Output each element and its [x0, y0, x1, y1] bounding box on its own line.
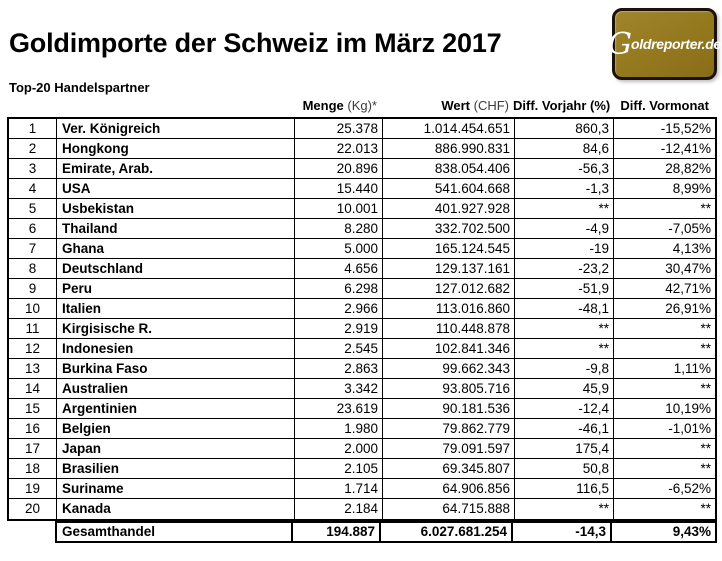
diff-vorjahr-cell: 860,3	[515, 119, 614, 138]
wert-cell: 332.702.500	[383, 219, 515, 238]
rank-column-header	[7, 98, 55, 113]
logo-text: oldreporter.de	[631, 36, 721, 52]
diff-vormonat-cell: **	[700, 321, 711, 336]
table-row	[9, 159, 715, 179]
menge-cell: 5.000	[295, 239, 383, 258]
country-cell: Hongkong	[57, 139, 295, 158]
country-cell: Burkina Faso	[57, 359, 295, 378]
country-cell: Australien	[57, 379, 295, 398]
wert-cell: 79.091.597	[383, 439, 515, 458]
table-row	[9, 299, 715, 319]
menge-cell: 15.440	[295, 179, 383, 198]
diff-vormonat-cell: **	[700, 441, 711, 456]
diff-vorjahr-cell: -12,4	[515, 399, 614, 418]
diff-vorjahr-cell: **	[515, 339, 614, 358]
country-cell: Thailand	[57, 219, 295, 238]
diff-vormonat-cell: 4,13%	[672, 241, 711, 256]
wert-cell: 129.137.161	[383, 259, 515, 278]
diff-vorjahr-cell: -1,3	[515, 179, 614, 198]
country-cell: Emirate, Arab.	[57, 159, 295, 178]
menge-cell: 22.013	[295, 139, 383, 158]
total-wert-cell: 6.027.681.254	[381, 523, 513, 541]
wert-cell: 102.841.346	[383, 339, 515, 358]
wert-cell: 113.016.860	[383, 299, 515, 318]
table-row	[9, 439, 715, 459]
rank-cell: 3	[9, 159, 57, 178]
diff-vormonat-cell: -12,41%	[660, 141, 711, 156]
rank-cell: 10	[9, 299, 57, 318]
menge-cell: 2.919	[295, 319, 383, 338]
rank-cell: 18	[9, 459, 57, 478]
diff-vormonat-cell: 30,47%	[665, 261, 711, 276]
wert-header-label: Wert	[441, 98, 470, 113]
diff-vormonat-cell: 10,19%	[665, 401, 711, 416]
total-menge-cell: 194.887	[293, 523, 381, 541]
diff-vormonat-cell: 28,82%	[665, 161, 711, 176]
diff-vormonat-cell: 8,99%	[672, 181, 711, 196]
menge-cell: 10.001	[295, 199, 383, 218]
wert-cell: 90.181.536	[383, 399, 515, 418]
table-row	[9, 479, 715, 499]
goldreporter-logo	[608, 8, 721, 80]
table-row	[9, 379, 715, 399]
wert-header-unit: (CHF)	[470, 98, 509, 113]
diff-vormonat-cell: **	[700, 341, 711, 356]
diff-vormonat-cell: **	[700, 501, 711, 516]
country-cell: Argentinien	[57, 399, 295, 418]
diff-vorjahr-cell: -51,9	[515, 279, 614, 298]
wert-cell: 886.990.831	[383, 139, 515, 158]
rank-cell: 11	[9, 319, 57, 338]
rank-cell: 4	[9, 179, 57, 198]
menge-cell: 2.184	[295, 499, 383, 519]
table-row	[9, 339, 715, 359]
country-cell: Peru	[57, 279, 295, 298]
table-row	[9, 139, 715, 159]
country-cell: Usbekistan	[57, 199, 295, 218]
menge-cell: 2.545	[295, 339, 383, 358]
table-row	[9, 319, 715, 339]
wert-cell: 93.805.716	[383, 379, 515, 398]
menge-header-unit: (Kg)*	[343, 98, 377, 113]
table-row	[9, 279, 715, 299]
table-row	[9, 359, 715, 379]
rank-cell: 12	[9, 339, 57, 358]
menge-cell: 20.896	[295, 159, 383, 178]
table-subtitle: Top-20 Handelspartner	[9, 80, 150, 95]
rank-cell: 20	[9, 499, 57, 519]
diff-vormonat-cell: **	[700, 381, 711, 396]
logo-initial: G	[608, 26, 633, 62]
rank-cell: 5	[9, 199, 57, 218]
total-diff-vormonat-cell: 9,43%	[672, 524, 711, 539]
wert-cell: 110.448.878	[383, 319, 515, 338]
menge-column-header	[293, 98, 381, 113]
diff-vorjahr-cell: -4,9	[515, 219, 614, 238]
table-row	[9, 239, 715, 259]
country-cell: Ghana	[57, 239, 295, 258]
menge-cell: 1.980	[295, 419, 383, 438]
rank-cell: 19	[9, 479, 57, 498]
menge-cell: 8.280	[295, 219, 383, 238]
vormonat-column-header: Diff. Vormonat	[620, 98, 709, 113]
data-table	[7, 117, 717, 521]
total-diff-vorjahr-cell: -14,3	[513, 523, 612, 541]
diff-vorjahr-cell: **	[515, 499, 614, 519]
rank-cell: 6	[9, 219, 57, 238]
menge-cell: 3.342	[295, 379, 383, 398]
table-row	[9, 259, 715, 279]
table-row	[9, 399, 715, 419]
diff-vormonat-cell: -7,05%	[668, 221, 711, 236]
wert-cell: 79.862.779	[383, 419, 515, 438]
wert-cell: 99.662.343	[383, 359, 515, 378]
diff-vormonat-cell: **	[700, 201, 711, 216]
country-column-header	[55, 98, 293, 113]
country-cell: Deutschland	[57, 259, 295, 278]
country-cell: Kanada	[57, 499, 295, 519]
rank-cell: 7	[9, 239, 57, 258]
diff-vormonat-cell: -1,01%	[668, 421, 711, 436]
country-cell: Brasilien	[57, 459, 295, 478]
table-row	[9, 179, 715, 199]
menge-cell: 25.378	[295, 119, 383, 138]
diff-vorjahr-cell: **	[515, 319, 614, 338]
wert-cell: 838.054.406	[383, 159, 515, 178]
diff-vormonat-cell: 42,71%	[665, 281, 711, 296]
total-label-cell: Gesamthandel	[57, 523, 293, 541]
table-row	[9, 499, 715, 519]
menge-cell: 2.105	[295, 459, 383, 478]
diff-vorjahr-cell: -19	[515, 239, 614, 258]
diff-vorjahr-cell: 84,6	[515, 139, 614, 158]
table-row	[9, 119, 715, 139]
wert-cell: 165.124.545	[383, 239, 515, 258]
diff-vormonat-cell: **	[700, 461, 711, 476]
menge-cell: 2.966	[295, 299, 383, 318]
menge-cell: 2.863	[295, 359, 383, 378]
menge-cell: 1.714	[295, 479, 383, 498]
diff-vorjahr-cell: 116,5	[515, 479, 614, 498]
country-cell: Belgien	[57, 419, 295, 438]
diff-vormonat-cell: 1,11%	[673, 361, 711, 376]
wert-cell: 64.715.888	[383, 499, 515, 519]
table-row	[9, 459, 715, 479]
diff-vorjahr-cell: 50,8	[515, 459, 614, 478]
table-row	[9, 419, 715, 439]
total-row	[55, 521, 717, 543]
diff-vormonat-cell: -15,52%	[660, 121, 711, 136]
diff-vorjahr-cell: 175,4	[515, 439, 614, 458]
rank-cell: 15	[9, 399, 57, 418]
country-cell: Kirgisische R.	[57, 319, 295, 338]
wert-cell: 127.012.682	[383, 279, 515, 298]
wert-cell: 1.014.454.651	[383, 119, 515, 138]
rank-cell: 17	[9, 439, 57, 458]
country-cell: Indonesien	[57, 339, 295, 358]
page-title: Goldimporte der Schweiz im März 2017	[9, 28, 502, 58]
diff-vorjahr-cell: -23,2	[515, 259, 614, 278]
country-cell: Japan	[57, 439, 295, 458]
rank-cell: 14	[9, 379, 57, 398]
country-cell: Italien	[57, 299, 295, 318]
rank-cell: 2	[9, 139, 57, 158]
menge-cell: 4.656	[295, 259, 383, 278]
diff-vormonat-cell: 26,91%	[665, 301, 711, 316]
table-row	[9, 219, 715, 239]
vorjahr-column-header: Diff. Vorjahr (%)	[513, 98, 611, 113]
diff-vorjahr-cell: -9,8	[515, 359, 614, 378]
wert-cell: 64.906.856	[383, 479, 515, 498]
country-cell: Suriname	[57, 479, 295, 498]
rank-cell: 16	[9, 419, 57, 438]
wert-cell: 401.927.928	[383, 199, 515, 218]
diff-vorjahr-cell: -56,3	[515, 159, 614, 178]
menge-cell: 23.619	[295, 399, 383, 418]
rank-cell: 8	[9, 259, 57, 278]
wert-column-header	[381, 98, 513, 113]
rank-cell: 13	[9, 359, 57, 378]
wert-cell: 69.345.807	[383, 459, 515, 478]
diff-vorjahr-cell: -46,1	[515, 419, 614, 438]
diff-vorjahr-cell: -48,1	[515, 299, 614, 318]
menge-cell: 6.298	[295, 279, 383, 298]
wert-cell: 541.604.668	[383, 179, 515, 198]
country-cell: Ver. Königreich	[57, 119, 295, 138]
diff-vorjahr-cell: **	[515, 199, 614, 218]
rank-cell: 9	[9, 279, 57, 298]
menge-header-label: Menge	[302, 98, 344, 113]
rank-cell: 1	[9, 119, 57, 138]
country-cell: USA	[57, 179, 295, 198]
diff-vormonat-cell: -6,52%	[668, 481, 711, 496]
table-row	[9, 199, 715, 219]
diff-vorjahr-cell: 45,9	[515, 379, 614, 398]
menge-cell: 2.000	[295, 439, 383, 458]
column-header-row	[7, 98, 717, 113]
